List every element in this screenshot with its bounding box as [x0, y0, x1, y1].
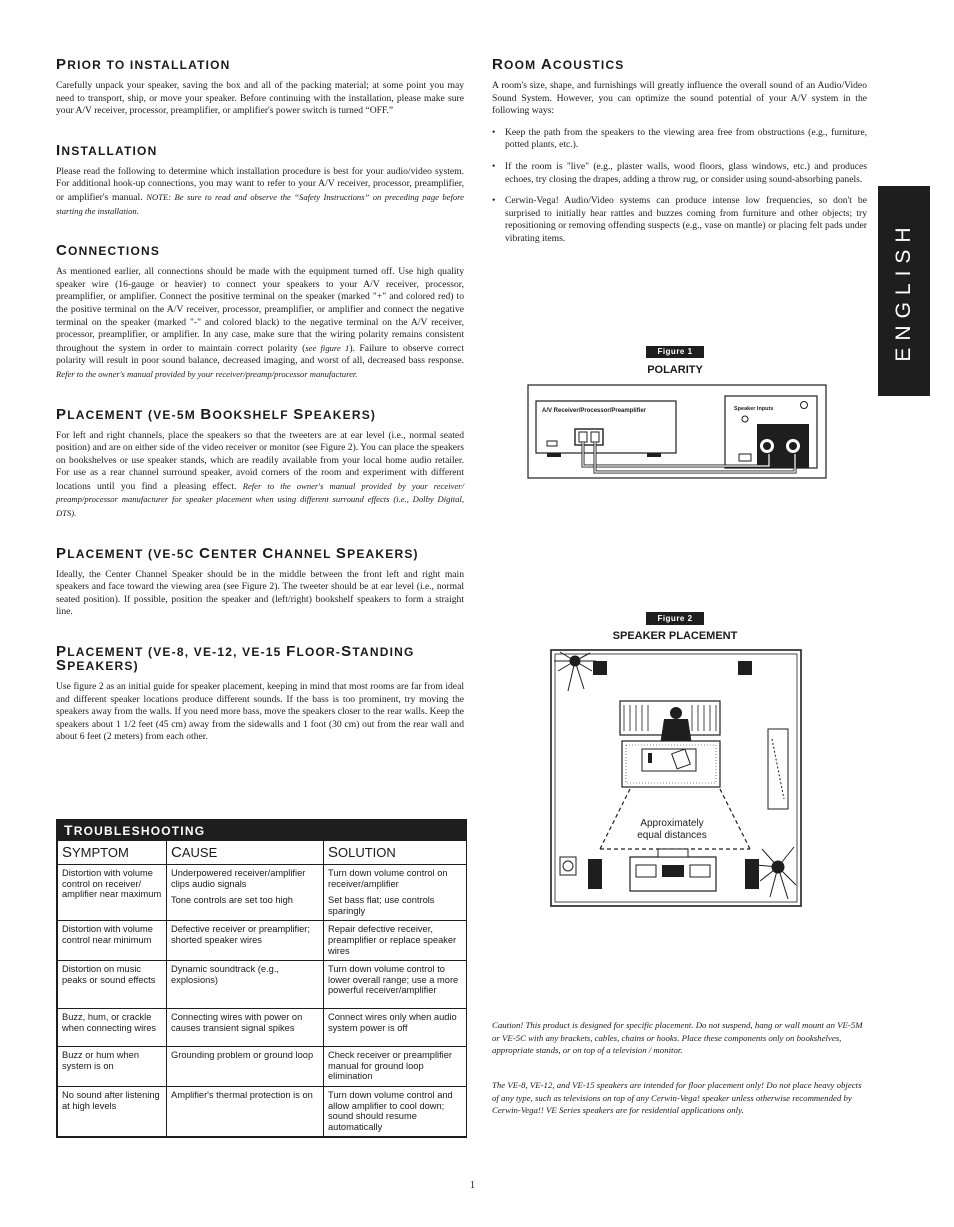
list-item: • Keep the path from the speakers to the viewing area free from obstructions (e.g., furniture, potted plants, etc.). — [505, 127, 867, 152]
cell-symptom: No sound after listening at high levels — [58, 1086, 167, 1136]
troubleshooting-table — [56, 819, 467, 1138]
table-row — [58, 1009, 467, 1047]
heading-prior: PRIOR TO INSTALLATION — [56, 56, 231, 73]
table-header-row — [58, 841, 467, 865]
speaker-inputs-label: Speaker Inputs — [734, 406, 774, 412]
header-solution: SOLUTION — [324, 841, 467, 865]
figure2-tag: Figure 2 — [646, 612, 704, 625]
section-ve5c — [56, 544, 464, 619]
distance-note-line1: Approximately — [640, 818, 704, 829]
cell-cause: Grounding problem or ground loop — [167, 1047, 324, 1087]
table-row — [58, 865, 467, 921]
table-row — [58, 921, 467, 961]
cell-symptom: Distortion with volume control on receiver/ amplifier near maximum — [58, 865, 167, 921]
troubleshooting-grid — [57, 840, 467, 1137]
cell-symptom: Buzz, hum, or crackle when connecting wires — [58, 1009, 167, 1047]
figure1-title: POLARITY — [647, 364, 703, 376]
troubleshooting-heading: TROUBLESHOOTING — [57, 820, 466, 840]
heading-ve8: PLACEMENT (VE-8, VE-12, VE-15 FLOOR-STANDING SPEAKERS) — [56, 643, 415, 675]
cell-solution: Check receiver or preamplifier manual for ground loop elimination — [324, 1047, 467, 1087]
distance-note-line2: equal distances — [637, 830, 707, 841]
table-row — [58, 1047, 467, 1087]
cell-cause: Amplifier's thermal protection is on — [167, 1086, 324, 1136]
left-column — [56, 58, 464, 770]
heading-ve5m: PLACEMENT (VE-5M BOOKSHELF SPEAKERS) — [56, 405, 377, 423]
section-ve5m — [56, 405, 464, 521]
cell-solution: Turn down volume control on receiver/amplifier Set bass flat; use controls sparingly — [324, 865, 467, 921]
heading-ve5c: PLACEMENT (VE-5C CENTER CHANNEL SPEAKERS) — [56, 544, 419, 562]
list-item: • If the room is "live" (e.g., plaster walls, wood floors, glass windows, etc.) and produces echoes, try closing the drapes, adding a throw rug, or consider using sound-absorbing panels. — [505, 161, 867, 186]
page-number: 1 — [470, 1180, 475, 1191]
cell-cause: Underpowered receiver/amplifier clips audio signals Tone controls are set too high — [167, 865, 324, 921]
cell-cause: Connecting wires with power on causes transient signal spikes — [167, 1009, 324, 1047]
language-tab: ENGLISH — [878, 186, 930, 396]
text-ve8: Use figure 2 as an initial guide for speaker placement, keeping in mind that most rooms are far from ideal and different speaker locations produce different sounds. If the bass is too prominent, try moving the speakers away from the walls. If you need more bass, move the speakers closer to the rear walls. Keep the speakers about 1 1/2 feet (45 cm) away from the sidewalls and 1 foot (30 cm) out from the rear wall and about 6 feet (2 meters) from each other. — [56, 681, 464, 743]
text-room-acoustics: A room's size, shape, and furnishings will greatly influence the overall sound of an Audio/Video Sound System. However, you can optimize the sound potential of your A/V system in the following ways: — [492, 80, 867, 117]
text-installation: Please read the following to determine which installation procedure is best for your audio/video system. For additional hook-up connections, you may want to refer to your A/V receiver, processor, preamplifier, or amplifier's manual. NOTE: Be sure to read and observe the “Safety Instructions” on preceding page before starting the installation. — [56, 165, 464, 216]
polarity-diagram — [527, 384, 827, 479]
cell-symptom: Distortion on music peaks or sound effects — [58, 961, 167, 1009]
list-item: • Cerwin-Vega! Audio/Video systems can produce intense low frequencies, so don't be surprised to initially hear rattles and buzzes coming from furniture and other objects; try repositioning or removing offending suspects (e.g., vase on mantle) or placing felt pads under vibrating items. — [505, 195, 867, 245]
section-installation — [56, 141, 464, 218]
room-tips-list — [492, 127, 867, 246]
speaker-placement-diagram — [550, 649, 802, 907]
section-ve8 — [56, 645, 464, 744]
text-ve5m: For left and right channels, place the speakers so that the tweeters are at ear level (i.e., normal seated position) and are on either side of the video receiver or monitor (see Figure 2). You can place the speakers on bookshelves or use speaker stands, which are readily available from your local home audio retailer. For use as a rear channel surround speaker, avoid corners of the room and experiment with different locations until you find a pleasing effect. Refer to the owner's manual provided by your receiver/ preamp/processor manufacturer for speaker placement when using different surround effects (i.e., Dolby Digital, DTS). — [56, 429, 464, 519]
heading-installation: INSTALLATION — [56, 141, 158, 159]
cell-solution: Connect wires only when audio system power is off — [324, 1009, 467, 1047]
caution-placement: Caution! This product is designed for specific placement. Do not suspend, hang or wall mount an VE-5M or VE-5C with any brackets, cables, chains or hooks. Place these components only on bookshelves, appropriate stands, or on top of a television / monitor. — [492, 1020, 863, 1056]
caution-floor: The VE-8, VE-12, and VE-15 speakers are intended for floor placement only! Do not place heavy objects of any type, such as televisions on top of any Cerwin-Vega! speaker unless otherwise recommended by Cerwin-Vega!! VE Series speakers are for residential applications only. — [492, 1080, 862, 1116]
section-room-acoustics — [492, 58, 867, 246]
right-column — [492, 58, 867, 272]
cell-solution: Repair defective receiver, preamplifier or replace speaker wires — [324, 921, 467, 961]
cell-cause: Defective receiver or preamplifier; shorted speaker wires — [167, 921, 324, 961]
text-prior: Carefully unpack your speaker, saving the box and all of the packing material; at some point you may need to transport, ship, or move your speaker. Before continuing with the installation, please make sure your A/V receiver, processor, preamplifier, or amplifier's power switch is turned “OFF.” — [56, 80, 464, 117]
header-cause: CAUSE — [167, 841, 324, 865]
table-row — [58, 961, 467, 1009]
header-symptom: SYMPTOM — [58, 841, 167, 865]
cell-symptom: Distortion with volume control near minimum — [58, 921, 167, 961]
heading-connections: CONNECTIONS — [56, 242, 161, 260]
figure1-tag: Figure 1 — [646, 346, 704, 358]
amplifier-label: A/V Receiver/Processor/Preamplifier — [542, 408, 647, 414]
text-ve5c: Ideally, the Center Channel Speaker should be in the middle between the front left and right main speakers and face toward the viewing area (see Figure 2). The tweeter should be at ear level (i.e., normal seated position). If possible, position the speaker and (left/right) bookshelf speakers to form a straight line. — [56, 568, 464, 618]
figure2-title: SPEAKER PLACEMENT — [612, 630, 738, 642]
cell-cause: Dynamic soundtrack (e.g., explosions) — [167, 961, 324, 1009]
section-connections — [56, 244, 464, 381]
heading-room-acoustics: ROOM ACOUSTICS — [492, 56, 625, 73]
section-prior — [56, 58, 464, 118]
cell-symptom: Buzz or hum when system is on — [58, 1047, 167, 1087]
table-row — [58, 1086, 467, 1136]
cell-solution: Turn down volume control and allow amplifier to cool down; sound should resume automatically — [324, 1086, 467, 1136]
text-connections: As mentioned earlier, all connections should be made with the equipment turned off. Use high quality speaker wire (16-gauge or heavier) to connect your speakers to your A/V receiver, processor, preamplifier, or amplifier. Connect the positive terminal on the speaker (marked "+" and colored red) to the positive terminal on the A/V receiver, processor, preamplifier, or amplifier and connect the negative terminal on the speaker (marked "-" and colored black) to the negative terminal on the A/V receiver, processor, preamplifier, or amplifier. In any case, make sure that the wiring polarity remains consistent throughout the system in order to maintain correct polarity (see figure 1). Failure to observe correct polarity will result in poor sound balance, decreased imaging, and worst of all, decreased bass response. Refer to the owner's manual provided by your receiver/preamp/processor manufacturer. — [56, 266, 464, 379]
cell-solution: Turn down volume control to lower overall range; use a more powerful receiver/amplifier — [324, 961, 467, 1009]
